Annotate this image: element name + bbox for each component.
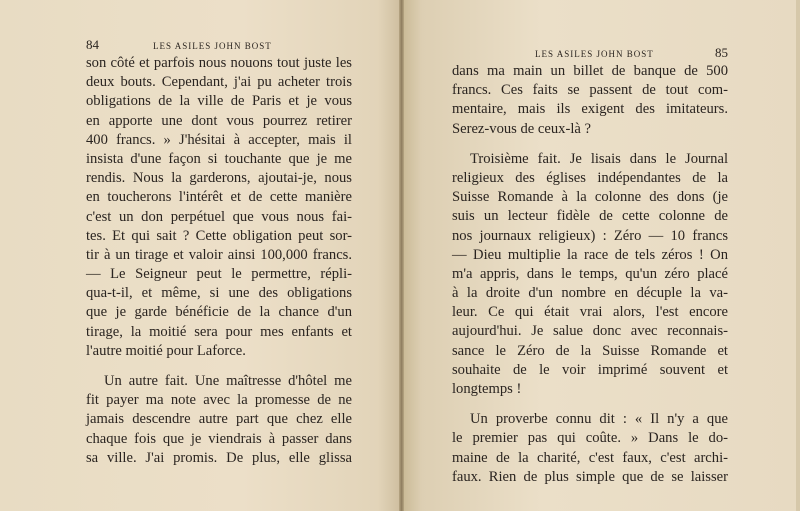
text-line: maine de la charité, c'est faux, c'est archi- (452, 449, 728, 466)
text-line: suis un lecteur fidèle de cette colonne de (452, 208, 728, 225)
paragraph-gap (86, 361, 352, 372)
text-line: 400 francs. » J'hésitai à accepter, mais il (86, 131, 352, 148)
text-line: Un proverbe connu dit : « Il n'y a que (470, 411, 728, 428)
text-line: Serez-vous de ceux-là ? (452, 120, 591, 137)
text-line: — Dieu multiplie la race de tels zéros ! On (452, 246, 728, 263)
text-line: deux bouts. Cependant, j'ai pu acheter trois (86, 74, 352, 91)
text-line: en toucherons l'intérêt et de cette manière (86, 189, 352, 206)
text-line: — Le Seigneur peut le permettre, répli- (86, 266, 352, 283)
paragraph (86, 372, 352, 468)
page-edge (796, 0, 800, 511)
book-gutter (399, 0, 404, 511)
left-page-text (86, 54, 352, 468)
text-line: faux. Rien de plus simple que de se laisser (452, 468, 728, 485)
text-line: francs. Ces faits se passent de tout com- (452, 82, 728, 99)
text-line: religieux des églises indépendantes de la (452, 169, 728, 186)
text-line: qua-t-il, et même, si une des obligations (86, 285, 352, 302)
running-head-right: LES ASILES JOHN BOST (535, 49, 654, 59)
paragraph (452, 62, 728, 139)
paragraph (452, 150, 728, 399)
text-line: sa ville. J'ai promis. De plus, elle glissa (86, 449, 352, 466)
text-line: jamais descendre autre part que chez elle (86, 411, 352, 428)
text-line: insista d'une façon si touchante que je me (86, 150, 352, 167)
text-line: l'autre moitié pour Laforce. (86, 342, 246, 359)
right-page-text (452, 62, 728, 487)
text-line: dans ma main un billet de banque de 500 (452, 63, 728, 79)
text-line: son côté et parfois nous nouons tout juste les (86, 55, 352, 71)
text-line: obligations de la ville de Paris et je vous (86, 93, 352, 110)
text-line: m'a appris, dans le temps, qu'un zéro placé (452, 265, 728, 282)
text-line: fit payer ma note avec la promesse de ne (86, 392, 352, 409)
paragraph-gap (452, 139, 728, 150)
text-line: souhaite de le voir imprimé souvent et (452, 361, 728, 378)
text-line: tirage, la moitié sera pour mes enfants et (86, 323, 352, 340)
paragraph-gap (452, 399, 728, 410)
text-line: en apporte une dont vous pourrez retirer (86, 112, 352, 129)
text-line: nos journaux religieux) : Zéro — 10 francs (452, 227, 728, 244)
text-line: que je garde bénéficie de la chance d'un (86, 304, 352, 321)
text-line: Troisième fait. Je lisais dans le Journal (470, 150, 728, 167)
text-line: leur. Ce qui était vrai alors, l'est encore (452, 304, 728, 321)
text-line: rendis. Nous la garderons, ajoutai-je, nous (86, 170, 352, 187)
page-number-right: 85 (715, 45, 728, 60)
text-line: à la droite d'un nombre en décuple la va- (452, 285, 728, 302)
text-line: sance le Zéro de la Suisse Romande et (452, 342, 728, 359)
text-line: chaque fois que je viendrais à passer dans (86, 430, 352, 447)
paragraph (86, 54, 352, 361)
text-line: aujourd'hui. Je salue donc avec reconnais- (452, 323, 728, 340)
text-line: longtemps ! (452, 381, 522, 397)
text-line: mentaire, mais ils exigent des imitateurs. (452, 101, 728, 118)
text-line: tir à un tirage et valoir ainsi 100,000 francs. (86, 246, 352, 263)
page-number-left: 84 (86, 37, 99, 52)
text-line: Un autre fait. Une maîtresse d'hôtel me (104, 373, 352, 389)
text-line: le premier pas qui coûte. » Dans le do- (452, 430, 728, 447)
right-page (402, 0, 800, 511)
text-line: Suisse Romande à la colonne des dons (je (452, 189, 728, 206)
text-line: c'est un don perpétuel que vous nous fai- (86, 208, 352, 225)
text-line: tes. Et qui sait ? Cette obligation peut sor- (86, 227, 352, 244)
running-head-left: LES ASILES JOHN BOST (153, 41, 272, 51)
paragraph (452, 410, 728, 487)
